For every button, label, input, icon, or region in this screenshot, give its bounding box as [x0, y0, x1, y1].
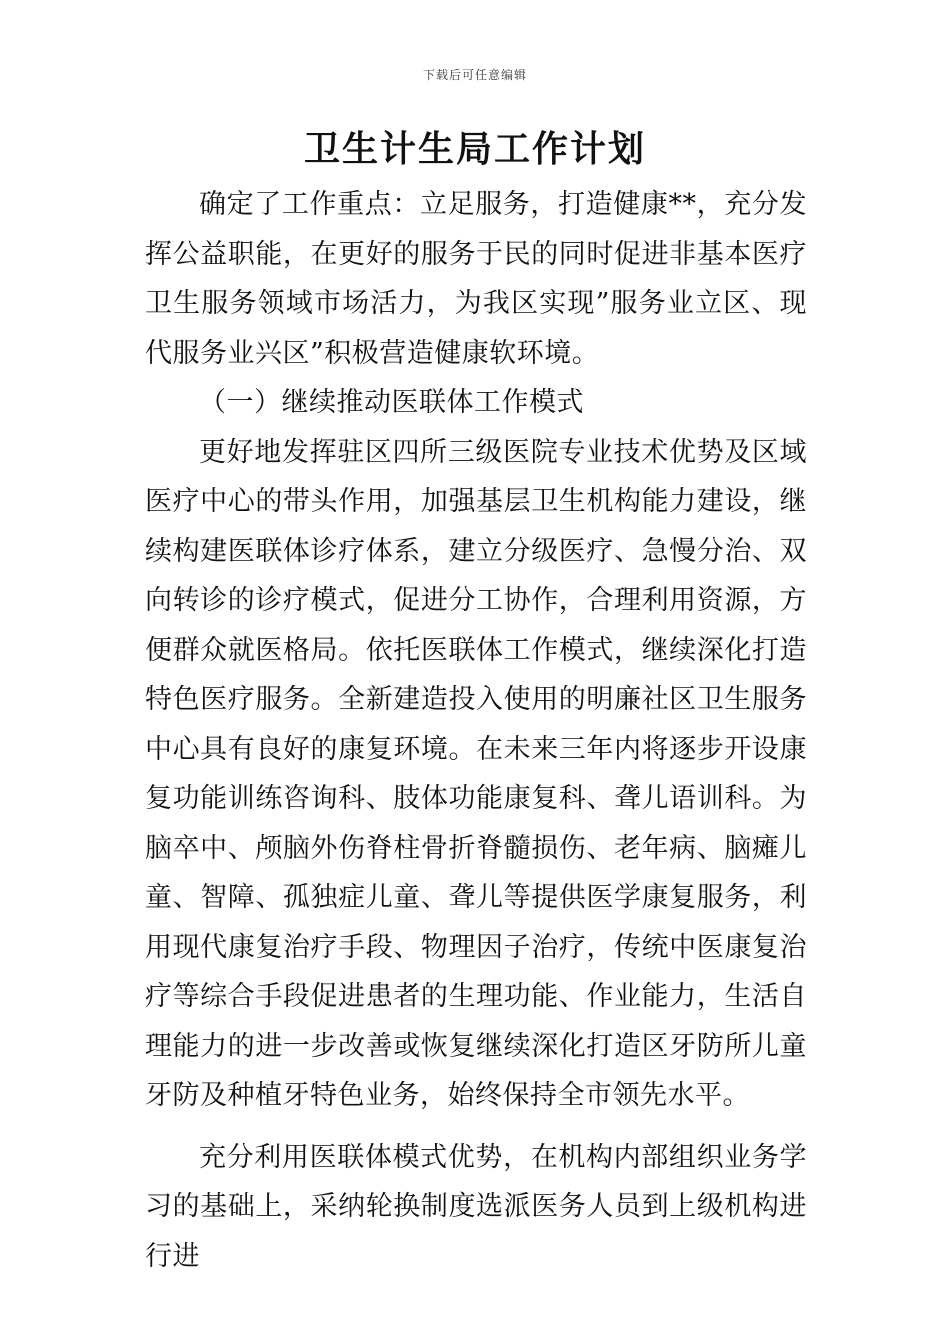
paragraph-intro: 确定了工作重点：立足服务，打造健康**，充分发挥公益职能，在更好的服务于民的同时促进非基本医疗卫生服务领域市场活力，为我区实现”服务业立区、现代服务业兴区”积极营造健康软环境。	[145, 189, 807, 369]
paragraph-medical-alliance: 更好地发挥驻区四所三级医院专业技术优势及区域医疗中心的带头作用，加强基层卫生机构能力建设，继续构建医联体诊疗体系，建立分级医疗、急慢分治、双向转诊的诊疗模式，促进分工协作，合理利用资源，方便群众就医格局。依托医联体工作模式，继续深化打造特色医疗服务。全新建造投入使用的明廉社区卫生服务中心具有良好的康复环境。在未来三年内将逐步开设康复功能训练咨询科、肢体功能康复科、聋儿语训科。为脑卒中、颅脑外伤脊柱骨折脊髓损伤、老年病、脑瘫儿童、智障、孤独症儿童、聋儿等提供医学康复服务，利用现代康复治疗手段、物理因子治疗，传统中医康复治疗等综合手段促进患者的生理功能、作业能力，生活自理能力的进一步改善或恢复继续深化打造区牙防所儿童牙防及种植牙特色业务，始终保持全市领先水平。	[145, 436, 807, 1111]
document-title: 卫生计生局工作计划	[303, 129, 646, 170]
document-body	[145, 180, 807, 1281]
section-heading: （一）继续推动医联体工作模式	[199, 387, 584, 418]
header-note: 下载后可任意编辑	[422, 68, 527, 82]
paragraph-training: 充分利用医联体模式优势，在机构内部组织业务学习的基础上，采纳轮换制度选派医务人员到上级机构进行进	[145, 1141, 807, 1272]
